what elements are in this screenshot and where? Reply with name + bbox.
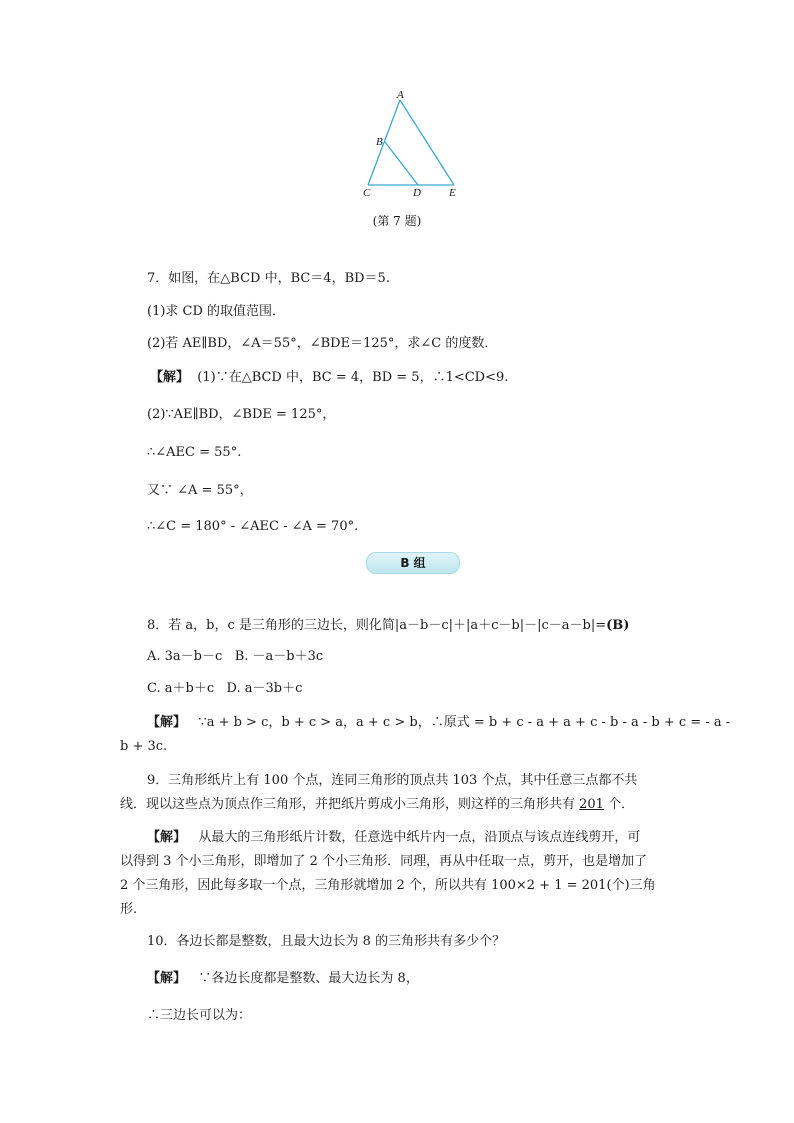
label-B: B bbox=[376, 136, 383, 148]
q10-solution-line1 bbox=[147, 970, 419, 988]
q8-solution-text1: ∵a + b > c，b + c > a，a + c > b，∴原式 = b + c - a + a + c - b - a - b + c = - a - bbox=[198, 715, 731, 730]
q9-stem-line2 bbox=[120, 796, 634, 814]
q8-option-c: C. a＋b＋c bbox=[147, 681, 215, 696]
label-A: A bbox=[397, 89, 404, 101]
q8-option-d: D. a－3b＋c bbox=[226, 681, 303, 696]
q8-option-a: A. 3a－b－c bbox=[147, 649, 223, 664]
q8-answer: (B) bbox=[606, 618, 630, 633]
segment-BD bbox=[385, 142, 418, 185]
q9-stem-line1: 9．三角形纸片上有 100 个点，连同三角形的顶点共 103 个点，其中任意三点都不共 bbox=[147, 773, 638, 788]
q7-solution-line2: (2)∵AE∥BD，∠BDE = 125°， bbox=[147, 407, 336, 422]
q10-solution-line2: ∴三边长可以为： bbox=[147, 1008, 252, 1023]
q8-stem-line bbox=[147, 617, 629, 635]
q7-solution-line1 bbox=[150, 369, 508, 387]
q8-stem: 8．若 a，b，c 是三角形的三边长，则化简|a－b－c|＋|a＋c－b|－|c－a－b|= bbox=[147, 618, 607, 633]
q8-options-row2 bbox=[147, 680, 302, 698]
q9-solution-line3: 2 个三角形，因此每多取一个点，三角形就增加 2 个，所以共有 100×2 + 1 = 201(个)三角 bbox=[120, 878, 656, 893]
q7-solution-label: 【解】 bbox=[150, 370, 190, 385]
q8-option-b: B. －a－b＋3c bbox=[234, 649, 324, 664]
label-C: C bbox=[363, 187, 371, 199]
q7-solution-line5: ∴∠C = 180° - ∠AEC - ∠A = 70°. bbox=[147, 519, 359, 534]
q7-solution-line3: ∴∠AEC = 55°. bbox=[147, 445, 242, 460]
q10-solution-label: 【解】 bbox=[147, 971, 187, 986]
q9-stem2-a: 线．现以这些点为顶点作三角形，并把纸片剪成小三角形，则这样的三角形共有 bbox=[120, 797, 580, 812]
q9-answer: 201 bbox=[579, 797, 604, 812]
label-E: E bbox=[449, 187, 456, 199]
q7-solution-text1: (1)∵在△BCD 中，BC = 4，BD = 5，∴1<CD<9. bbox=[197, 370, 509, 385]
q8-solution-line2: b + 3c. bbox=[120, 739, 168, 754]
q7-part2: (2)若 AE∥BD，∠A＝55°，∠BDE＝125°，求∠C 的度数． bbox=[147, 336, 498, 351]
q9-solution-line4: 形. bbox=[120, 902, 138, 917]
q9-stem2-b: 个． bbox=[603, 797, 635, 812]
q10-solution-text1: ∵各边长度都是整数、最大边长为 8， bbox=[198, 971, 419, 986]
q8-solution-label: 【解】 bbox=[147, 715, 187, 730]
group-b-badge: B 组 bbox=[366, 552, 460, 574]
q9-solution-line2: 以得到 3 个小三角形，即增加了 2 个小三角形．同理，再从中任取一点，剪开，也是增加了 bbox=[120, 854, 648, 869]
q9-solution-label: 【解】 bbox=[147, 830, 187, 845]
q10-stem: 10．各边长都是整数，且最大边长为 8 的三角形共有多少个？ bbox=[147, 934, 506, 949]
q8-solution-line1 bbox=[147, 714, 730, 732]
q7-solution-line4: 又∵ ∠A = 55°， bbox=[147, 483, 253, 498]
triangle-figure bbox=[340, 85, 480, 205]
q9-solution-line1 bbox=[147, 829, 640, 847]
figure-caption: (第 7 题) bbox=[372, 214, 422, 228]
q8-options-row1 bbox=[147, 648, 323, 666]
q7-part1: (1)求 CD 的取值范围． bbox=[147, 304, 286, 319]
label-D: D bbox=[413, 187, 421, 199]
segment-AC bbox=[368, 100, 400, 185]
q9-solution-text1: 从最大的三角形纸片计数，任意选中纸片内一点，沿顶点与该点连线剪开，可 bbox=[198, 830, 641, 845]
q7-stem: 7．如图，在△BCD 中，BC＝4，BD＝5. bbox=[147, 271, 390, 286]
